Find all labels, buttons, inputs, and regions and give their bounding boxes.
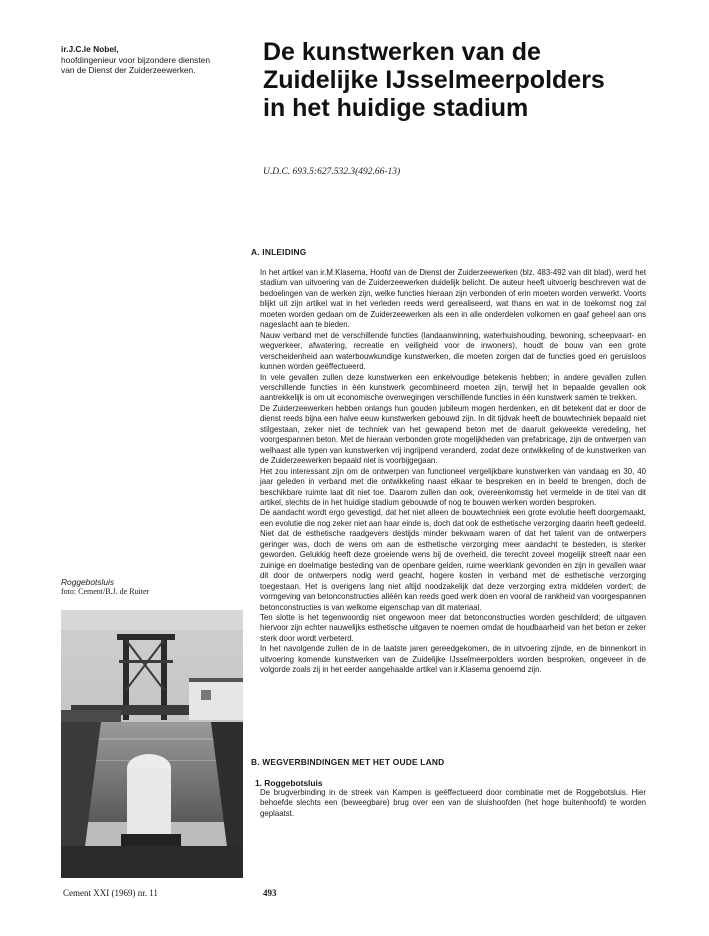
paragraph: De Zuiderzeewerken hebben onlangs hun gouden jubileum mogen herdenken, en dit betekent dat er door de dienst reeds bijna een halve eeuw kunstwerken gebouwd zijn. In dit tijdvak heeft de bouwtechniek bepaald niet stilgestaan, zeker niet de techniek van het gewapend beton met de daaruit gekweekte veredeling, het voorgespannen beton. Met de hieraan verbonden grote mogelijkheden van prefabricage, zijn de ontwerpen van welhaast alle typen van kunstwerken vrij ingrijpend veranderd, zodat deze ontwikkeling of de kunstwerken van de Zuiderzeewerken bepaald niet is voorbijgegaan. [260,403,646,466]
author-name: ir.J.C.le Nobel, [61,44,119,54]
section-a-body [260,268,646,676]
title-line3: in het huidige stadium [263,94,529,122]
article-title [263,38,683,122]
paragraph: Ten slotte is het tegenwoordig niet ongewoon meer dat betonconstructies worden geschilderd; de uitgaven hiervoor zijn echter nauwelijks esthetische uitgaven te noemen omdat de houdbaarheid van het beton er zeker sterk door wordt verbeterd. [260,612,646,643]
paragraph: Het zou interessant zijn om de ontwerpen van functioneel vergelijkbare kunstwerken van vandaag en 30, 40 jaar geleden in verband met die ontwikkeling naast elkaar te bespreken en in beeld te brengen, doch de beschikbare ruimte laat dit niet toe. Daarom zullen dan ook, overeenkomstig het vermelde in de titel van dit artikel, slechts de in het huidige stadium gebouwde of nog te bouwen werken worden besproken. [260,466,646,507]
footer-page-number: 493 [263,888,277,898]
paragraph: In het artikel van ir.M.Klasema, Hoofd van de Dienst der Zuiderzeewerken (blz. 483-492 van dit blad), werd het stadium van uitvoering van de Zuiderzeewerken duidelijk belicht. De auteur heeft uitvoerig beschreven wat de bedoelingen van de werken zijn, welke functies hieraan zijn verbonden of erin moeten worden verwerkt. Voorts blijkt uit zijn artikel wat in het verleden reeds werd gerealiseerd, wat thans en wat in de toekomst nog zal moeten worden gedaan om de Zuiderzeewerken als een in alle onderdelen volkomen en gaaf geheel aan ons nageslacht aan te bieden. [260,268,646,330]
title-line1: De kunstwerken van de [263,38,541,66]
author-role-line2: van de Dienst der Zuiderzeewerken. [61,65,196,76]
paragraph: Nauw verband met de verschillende functies (landaanwinning, waterhuishouding, bewoning, scheepvaart- en wegverkeer, afwatering, recreatie en veiligheid voor de inwoners), houdt de bouw van een grote verscheidenheid aan waterbouwkundige kunstwerken, die moeten zorgen dat de functies goed en geruisloos kunnen worden geëffectueerd. [260,330,646,372]
footer-journal: Cement XXI (1969) nr. 11 [63,888,158,898]
figure-caption [61,577,149,598]
paragraph: In vele gevallen zullen deze kunstwerken een enkelvoudige betekenis hebben; in andere gevallen zullen verschillende functies in één kunstwerk gecombineerd moeten zijn, terwijl het in bepaalde gevallen ook aantrekkelijk is om uit economische overwegingen verschillende functies in één kunstwerk samen te trekken. [260,372,646,403]
paragraph: De aandacht wordt ergo gevestigd, dat het niet alleen de bouwtechniek een grote evolutie heeft doorgemaakt, een evolutie die nog zeker niet aan haar einde is, doch dat ook de esthetische verzorging daarin heeft gedeeld. Niet dat de esthetische raadgevers destijds minder bekwaam waren of dat het talent van de ontwerpers geringer was, doch de wens om aan de esthetische verzorging meer aandacht te besteden, is sterker geworden. Gelukkig heeft deze groeiende wens bij de overheid, die terecht zoveel mogelijk streeft naar een zuinige en doelmatige besteding van de openbare gelden, ruime weerklank gevonden en zijn in gevallen waar dit door de ontwerpers nodig werd geacht, hogere kosten in verband met de esthetische verzorging toegestaan. Het is overigens lang niet altijd noodzakelijk dat deze verzorging extra middelen vordert; de vormgeving van betonconstructies alléén kan reeds goed werk doen en vooral de rankheid van voorgespannen betonconstructies is van welkome eigenschap van dit materiaal. [260,508,646,612]
title-line2: Zuidelijke IJsselmeerpolders [263,66,605,94]
udc-code: U.D.C. 693.5:627.532.3(492.66-13) [263,167,401,177]
author-block [61,44,236,76]
paragraph: In het navolgende zullen de in de laatste jaren gereedgekomen, de in uitvoering zijnde, en de binnenkort in uitvoering komende kunstwerken van de Zuidelijke IJsselmeerpolders worden besproken, ongeveer in de volgorde zoals zij in het eerder aangehaalde artikel van ir.Klasema genoemd zijn. [260,644,646,675]
section-b-body [260,788,646,819]
section-a-heading: A. INLEIDING [251,247,307,257]
paragraph: De brugverbinding in de streek van Kampen is geëffectueerd door combinatie met de Roggebotsluis. Hier behoefde slechts een (beweegbare) brug over een van de sluishoofden (het hoge buitenhoofd) te worden geplaatst. [260,788,646,818]
section-b-heading: B. WEGVERBINDINGEN MET HET OUDE LAND [251,757,445,767]
caption-credit: foto: Cement/B.J. de Ruiter [61,587,150,597]
section-b-subheading: 1. Roggebotsluis [255,778,323,788]
caption-title: Roggebotsluis [61,577,115,587]
author-role-line1: hoofdingenieur voor bijzondere diensten [61,54,210,65]
roggebotsluis-photo [61,610,243,878]
